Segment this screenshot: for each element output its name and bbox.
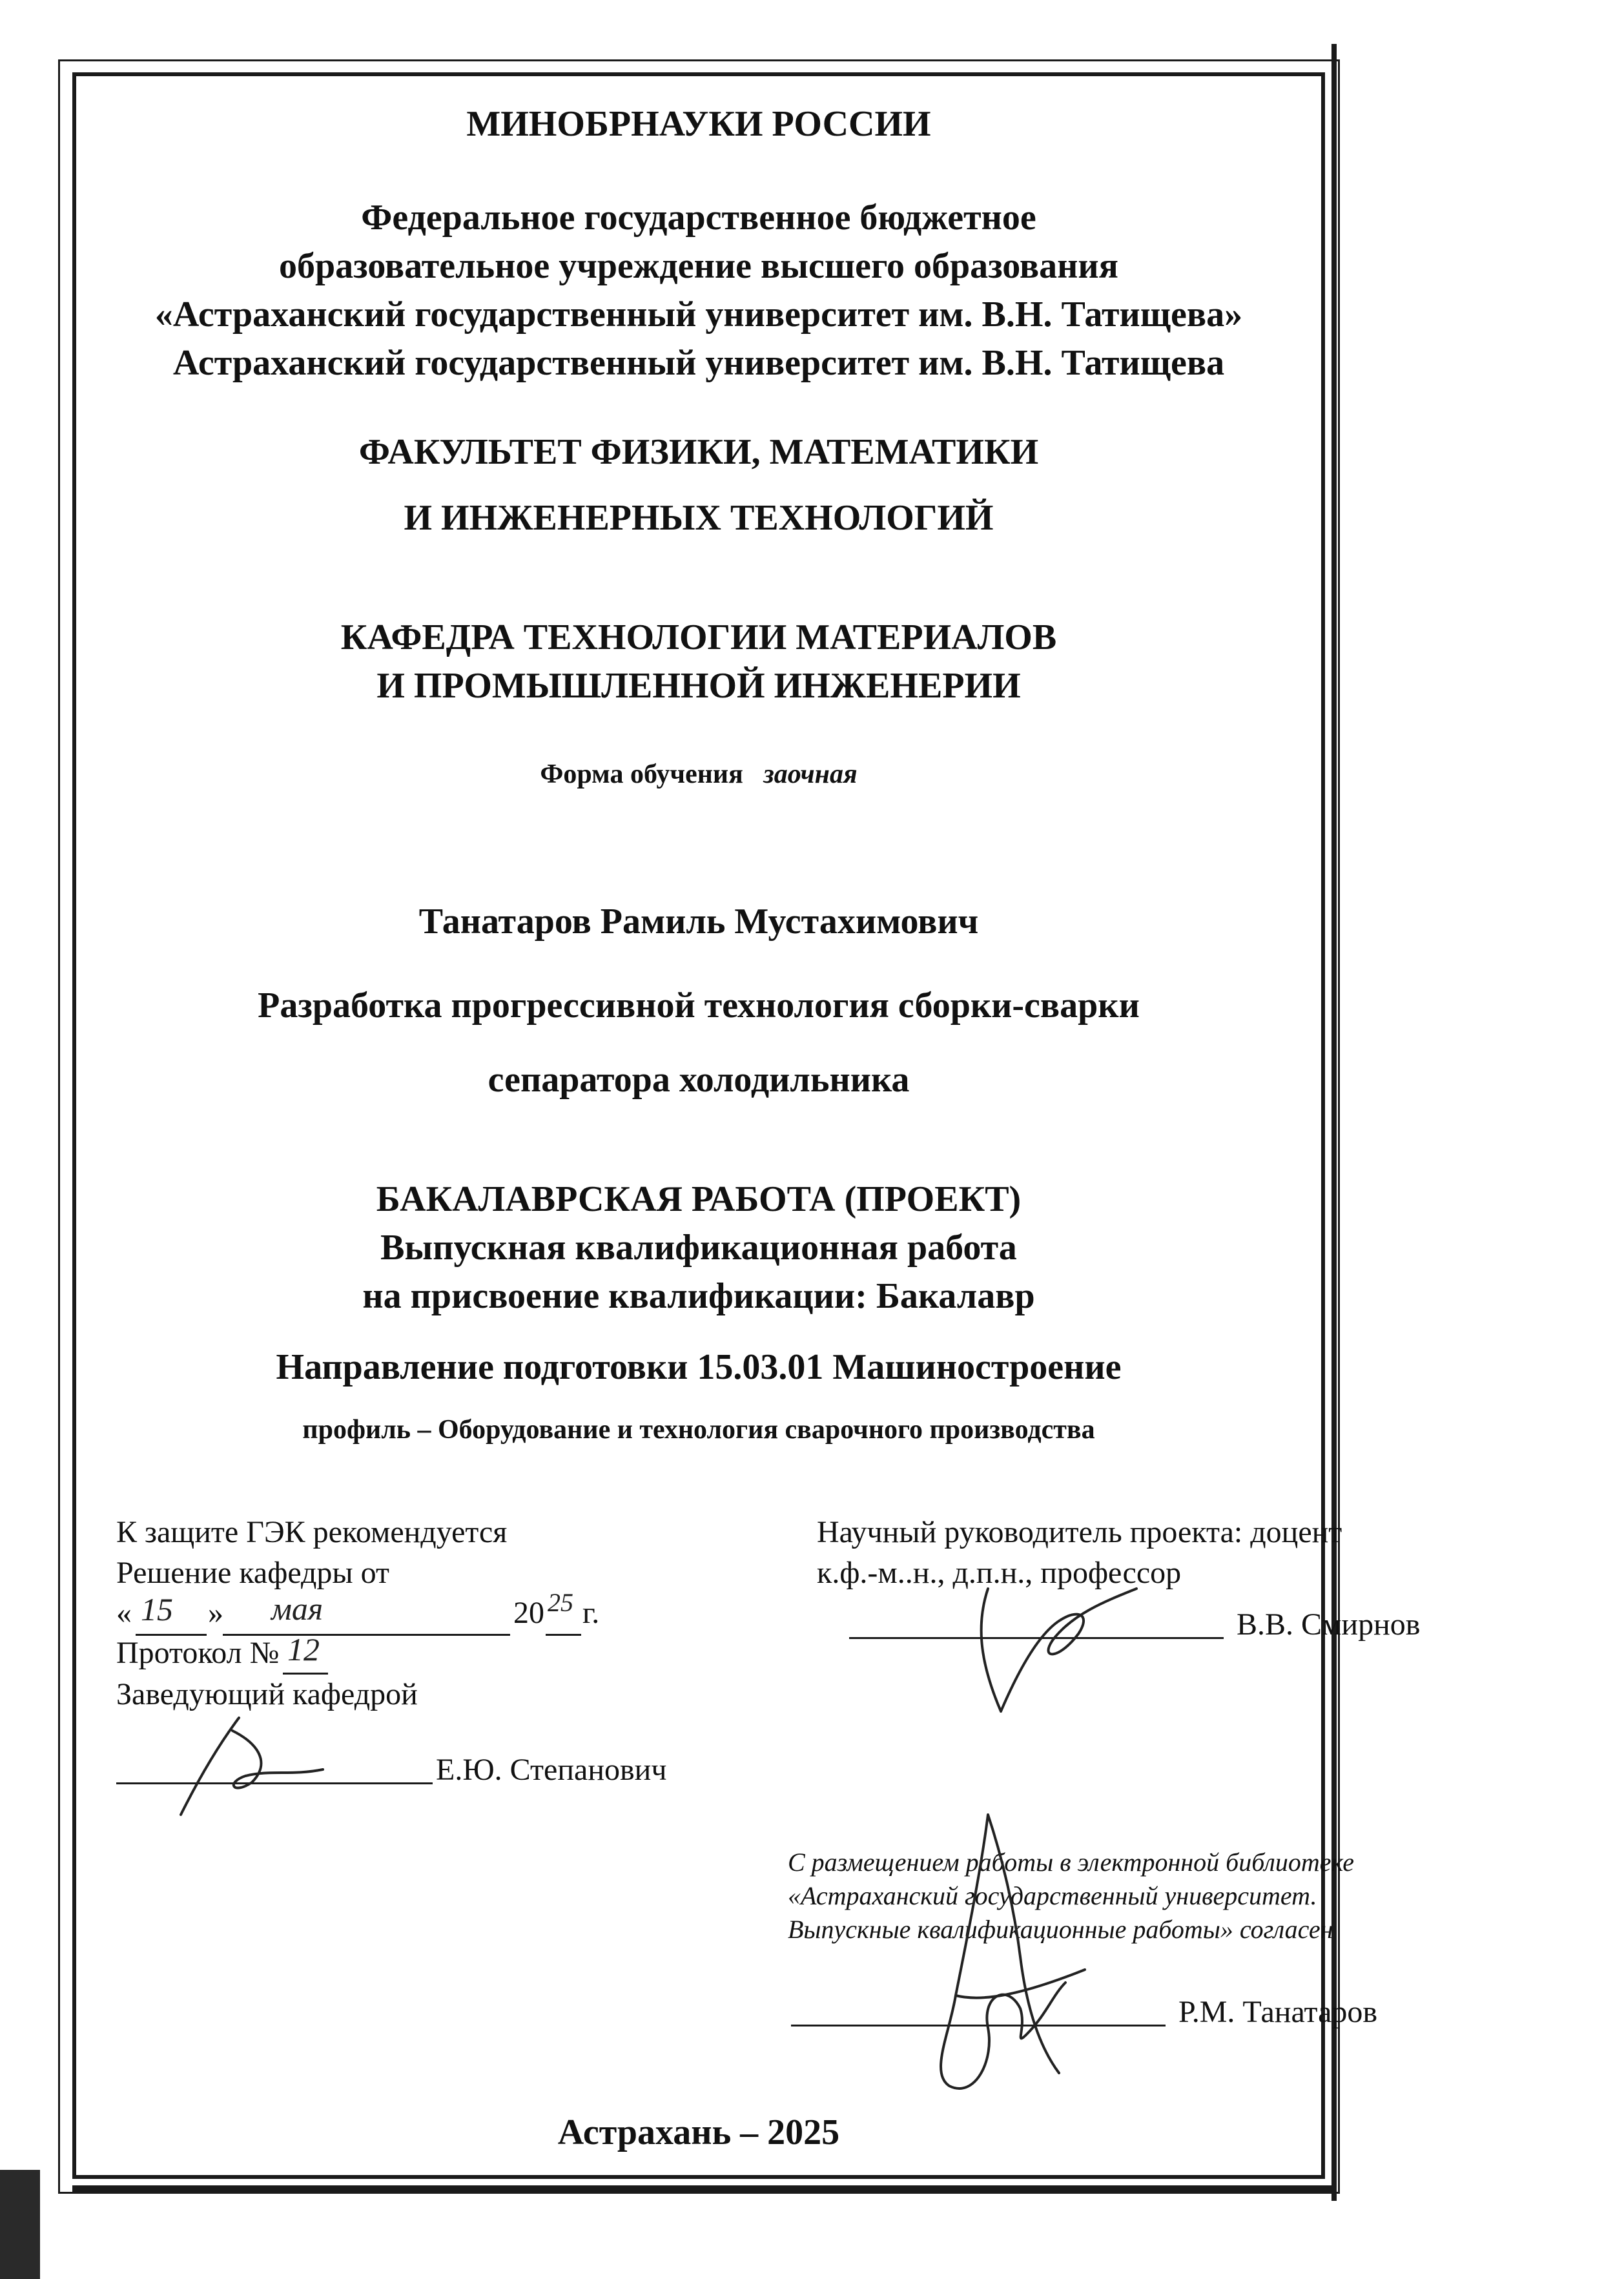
- supervisor-title-line-2: к.ф.-м..н., д.п.н., профессор: [817, 1556, 1182, 1590]
- right-border-bar: [1331, 44, 1337, 2201]
- institution-line-3: «Астраханский государственный университет им. В.Н. Татищева»: [154, 294, 1243, 335]
- recommendation-line: К защите ГЭК рекомендуется: [116, 1515, 508, 1549]
- supervisor-signature-icon: [930, 1563, 1149, 1731]
- scan-edge-mark: [0, 2170, 40, 2279]
- protocol-number: 12: [287, 1631, 320, 1667]
- work-type-line-2: Выпускная квалификационная работа: [380, 1228, 1017, 1268]
- thesis-title-line-2: сепаратора холодильника: [488, 1060, 910, 1100]
- work-type-line-3: на присвоение квалификации: Бакалавр: [362, 1276, 1035, 1316]
- supervisor-name: В.В. Смирнов: [1237, 1607, 1421, 1642]
- faculty-line-2: И ИНЖЕНЕРНЫХ ТЕХНОЛОГИЙ: [404, 498, 994, 538]
- head-signature-icon: [161, 1705, 329, 1834]
- department-line-2: И ПРОМЫШЛЕННОЙ ИНЖЕНЕРИИ: [376, 666, 1021, 706]
- date-day: 15: [141, 1591, 173, 1627]
- bottom-border-bar: [72, 2185, 1333, 2192]
- protocol-underline: [283, 1673, 328, 1675]
- profile: профиль – Оборудование и технология сварочного производства: [302, 1415, 1095, 1445]
- study-form: [72, 759, 1325, 790]
- direction: Направление подготовки 15.03.01 Машиностроение: [276, 1347, 1122, 1387]
- consent-line-1: С размещением работы в электронной библиотеке: [788, 1848, 1354, 1877]
- ministry-title: МИНОБРНАУКИ РОССИИ: [466, 104, 931, 144]
- work-type-line-1: БАКАЛАВРСКАЯ РАБОТА (ПРОЕКТ): [376, 1179, 1022, 1219]
- author-name: Танатаров Рамиль Мустахимович: [418, 902, 979, 942]
- protocol-label: Протокол №: [116, 1636, 280, 1670]
- date-year-suffix: 25: [548, 1588, 573, 1617]
- head-name: Е.Ю. Степанович: [436, 1753, 667, 1787]
- supervisor-title-line-1: Научный руководитель проекта: доцент: [817, 1515, 1342, 1549]
- footer-city-year: Астрахань – 2025: [557, 2112, 840, 2152]
- date-month: мая: [271, 1591, 324, 1627]
- thesis-title-line-1: Разработка прогрессивной технология сборки-сварки: [258, 985, 1140, 1026]
- consent-name: Р.М. Танатаров: [1178, 1995, 1378, 2029]
- head-of-department-label: Заведующий кафедрой: [116, 1677, 418, 1711]
- institution-line-4: Астраханский государственный университет им. В.Н. Татищева: [172, 343, 1225, 383]
- institution-line-1: Федеральное государственное бюджетное: [361, 198, 1036, 238]
- author-signature-icon: [891, 1802, 1098, 2138]
- consent-line-2: «Астраханский государственный университет.: [788, 1881, 1317, 1910]
- department-line-1: КАФЕДРА ТЕХНОЛОГИИ МАТЕРИАЛОВ: [340, 617, 1057, 657]
- date-year-underline: [546, 1634, 581, 1636]
- department-decision-label: Решение кафедры от: [116, 1556, 389, 1590]
- study-form-value: заочная: [763, 759, 858, 789]
- institution-line-2: образовательное учреждение высшего образования: [279, 246, 1118, 286]
- faculty-line-1: ФАКУЛЬТЕТ ФИЗИКИ, МАТЕМАТИКИ: [358, 432, 1039, 472]
- study-form-label: Форма обучения: [540, 759, 743, 789]
- consent-line-3: Выпускные квалификационные работы» согласен: [788, 1915, 1333, 1944]
